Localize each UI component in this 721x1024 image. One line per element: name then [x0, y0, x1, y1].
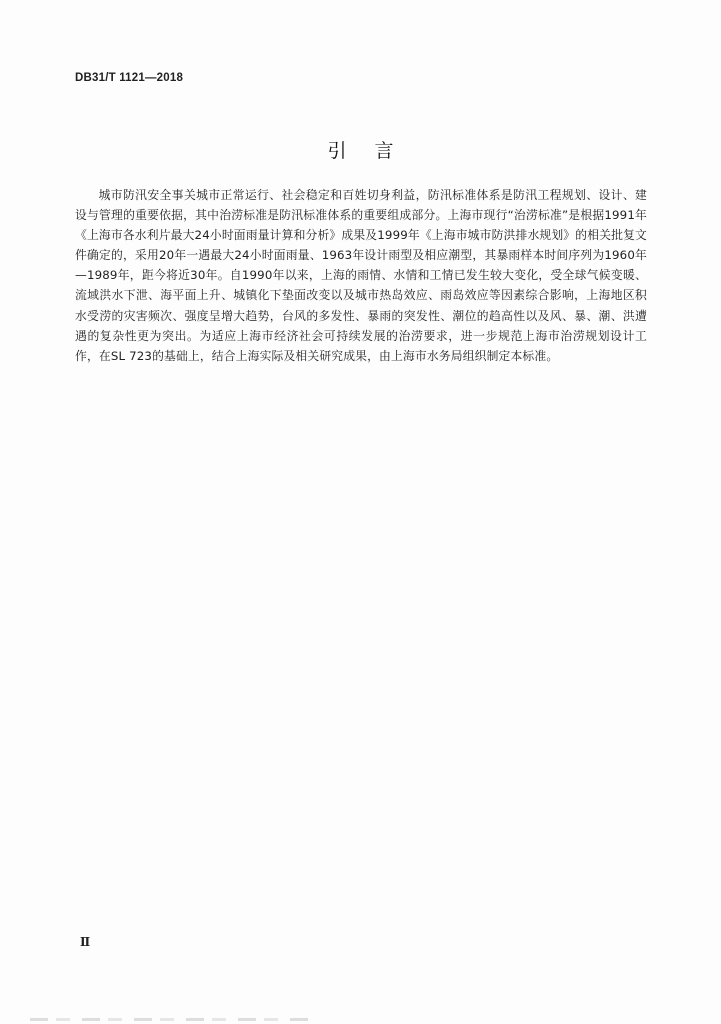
section-title: 引言 [327, 140, 422, 162]
page-number: Ⅱ [80, 935, 91, 949]
scan-edge-artifact [30, 1018, 310, 1021]
introduction-paragraph: 城市防汛安全事关城市正常运行、社会稳定和百姓切身利益，防汛标准体系是防汛工程规划、设计、建设与管理的重要依据，其中治涝标准是防汛标准体系的重要组成部分。上海市现行“治涝标准”是根据1991年《上海市各水利片最大24小时面雨量计算和分析》成果及1999年《上海市城市防洪排水规划》的相关批复文件确定的，采用20年一遇最大24小时面雨量、1963年设计雨型及相应潮型，其暴雨样本时间序列为1960年—1989年，距今将近30年。自1990年以来，上海的雨情、水情和工情已发生较大变化，受全球气候变暖、流域洪水下泄、海平面上升、城镇化下垫面改变以及城市热岛效应、雨岛效应等因素综合影响，上海地区积水受涝的灾害频次、强度呈增大趋势，台风的多发性、暴雨的突发性、潮位的趋高性以及风、暴、潮、洪遭遇的复杂性更为突出。为适应上海市经济社会可持续发展的治涝要求，进一步规范上海市治涝规划设计工作，在SL 723的基础上，结合上海实际及相关研究成果，由上海市水务局组织制定本标准。 [75, 188, 647, 363]
document-code: DB31/T 1121—2018 [75, 72, 184, 84]
